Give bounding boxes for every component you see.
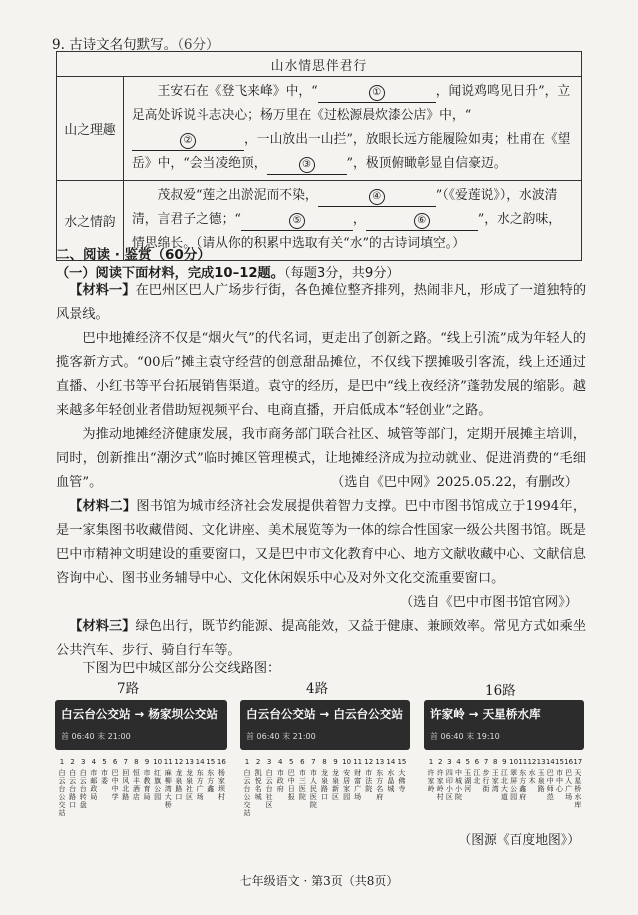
bus-stop-name: 市法院 — [365, 769, 373, 793]
material-2-source: （选自《巴中市图书馆官网》） — [399, 595, 578, 610]
bus-stop-name: 东方鑫府 — [519, 769, 527, 801]
bus-stop-name: 龙泉社区 — [186, 769, 193, 801]
bus-stop-name: 白云台社区 — [265, 769, 273, 809]
fill-blank[interactable]: ④ — [318, 188, 436, 207]
bus-stop-name: 回风北路 — [122, 769, 130, 801]
material-1-p2: 巴中地摊经济不仅是“烟火气”的代名词，更走出了创新之路。“线上引流”成为年轻人的揽客新方式。“00后”摊主袁守经营的创意甜品摊位，不仅线下摆摊吸引客流，线上还通过直播、小红书等平台拓展销售渠道。袁守的经历，是巴中“线上夜经济”蓬勃发展的缩影。越来越多年轻创业者借助短视频平台、电商直播，开启低成本“轻创业”之路。 — [56, 331, 586, 418]
row-content-water: 茂叔爱“莲之出淤泥而不染， ④ ”（《爱莲说》），水波清清，言君子之德；“ ⑤ ， ⑥ ”，水之韵味，情思绵长。（请从你的积累中选取有关“水”的古诗词填空。） — [124, 181, 582, 261]
route-label-7: 7路 — [117, 681, 140, 697]
bus-stop — [142, 758, 152, 801]
bus-stop-number: 12 — [527, 758, 537, 766]
bus-stop — [153, 758, 163, 801]
bus-stop-name: 市三医院 — [298, 769, 306, 801]
bus-stop-number: 10 — [153, 758, 163, 766]
bus-stop-name: 杨家坝村 — [217, 769, 225, 801]
material-3-intro: 下图为巴中城区部分公交线路图： — [82, 661, 281, 676]
bus-stop-name: 龙泉路口 — [320, 769, 328, 801]
bus-stop-number: 17 — [573, 758, 583, 766]
bus-stop-name: 市政府 — [276, 769, 284, 793]
bus-stop-number: 3 — [447, 758, 452, 766]
bus-stop — [364, 758, 374, 793]
bus-stop — [163, 758, 173, 809]
bus-stop — [195, 758, 205, 801]
bus-stop-number: 14 — [545, 758, 555, 766]
bus-stop-name: 白云台公交站 — [243, 769, 251, 817]
bus-stop-number: 14 — [195, 758, 205, 766]
material-3-tag: 【材料三】 — [69, 619, 136, 634]
bus-stop-number: 11 — [163, 758, 173, 766]
bus-stop — [89, 758, 99, 801]
row-content-mountain: 王安石在《登飞来峰》中，“ ① ，闻说鸡鸣见日升”，立足高处诉说斗志决心；杨万里在《过松源晨炊漆公店》中，“② ，一山放出一山拦”，放眼长远方能履险如夷；杜甫在《望岳》中，“会当凌绝顶， ③ ”，极顶俯瞰彰显自信豪迈。 — [124, 77, 582, 181]
material-1-p1: 【材料一】在巴州区巴人广场步行街，各色摊位整齐排列，热闹非凡，形成了一道独特的风景线。 — [56, 283, 587, 322]
page-footer: 七年级语文 · 第3页（共8页） — [239, 874, 399, 888]
bus-stop — [174, 758, 184, 801]
table-header: 山水情思伴君行 — [57, 52, 582, 77]
section-title: 二、阅读 · 鉴赏（60分） — [56, 247, 211, 263]
q9-number: 9. — [52, 37, 65, 53]
bus-stop-number: 11 — [353, 758, 363, 766]
bus-stop — [206, 758, 216, 793]
bus-stop-number: 7 — [123, 758, 128, 766]
bus-stop — [397, 758, 407, 793]
bus-stop-name: 巴中日报 — [287, 769, 295, 801]
bus-stop-number: 5 — [289, 758, 294, 766]
material-1-tag: 【材料一】 — [69, 283, 136, 298]
bus-stop-name: 东方名府 — [376, 769, 384, 801]
bus-stop-name: 东方鑫 — [207, 769, 215, 793]
bus-stop-number: 5 — [465, 758, 470, 766]
bus-stop-name: 中城小院 — [455, 769, 463, 801]
bus-stop-name: 凯悦名城 — [254, 769, 262, 801]
bus-stop-name: 市教育局 — [143, 769, 151, 801]
fill-blank[interactable]: ⑤ — [241, 212, 353, 231]
q9-title: 古诗文名句默写。 — [69, 37, 178, 53]
material-1-source: （选自《巴中网》2025.05.22，有删改） — [331, 475, 578, 490]
bus-stop-name: 市中心 — [555, 769, 563, 793]
bus-stop — [100, 758, 110, 785]
material-3: 【材料三】绿色出行，既节约能源、提高能效，又益于健康、兼顾效率。常见方式如乘坐公共汽车、步行、骑自行车等。 — [56, 619, 587, 658]
bus-stop-name: 许家岭村 — [436, 769, 444, 801]
bus-stop — [57, 758, 67, 817]
bus-stop-name: 玉泉路 — [537, 769, 545, 793]
bus-stop — [121, 758, 131, 801]
bus-stop-name: 江北大道 — [500, 769, 508, 801]
bus-stop-number: 4 — [456, 758, 461, 766]
bus-stop-number: 2 — [437, 758, 443, 766]
bus-stop-name: 江北 — [473, 769, 481, 785]
bus-stop-number: 9 — [502, 758, 507, 766]
bus-stop — [216, 758, 226, 801]
bus-stop-number: 15 — [555, 758, 564, 766]
bus-stop-name: 天星桥水库 — [574, 769, 582, 809]
bus-stop — [185, 758, 195, 801]
bus-stop — [375, 758, 385, 801]
bus-stop-name: 水木 — [528, 769, 536, 785]
material-2-tag: 【材料二】 — [69, 499, 137, 514]
bus-stop-number: 3 — [81, 758, 86, 766]
bus-stop-number: 13 — [375, 758, 385, 766]
bus-stop — [264, 758, 274, 809]
bus-stop-name: 王家湾 — [491, 769, 499, 793]
route-card-7 — [55, 700, 227, 750]
bus-stop-number: 6 — [474, 758, 480, 766]
route-card-16 — [424, 700, 584, 750]
bus-stop-number: 9 — [144, 758, 150, 766]
bus-stop-number: 8 — [322, 758, 327, 766]
bus-stop-number: 8 — [134, 758, 139, 766]
bus-stop — [319, 758, 329, 801]
route-16-times: 首 06:40 末 19:10 — [430, 732, 500, 741]
route-card-4 — [240, 700, 410, 750]
bus-stop-name: 巴人广场 — [565, 769, 573, 801]
bus-stop — [78, 758, 88, 809]
bus-stop-number: 4 — [277, 758, 283, 766]
bus-stop-number: 12 — [174, 758, 184, 766]
q9-score: （6分） — [177, 37, 220, 53]
bus-stop — [131, 758, 141, 801]
bus-stop-number: 16 — [564, 758, 574, 766]
bus-stop-name: 步行街 — [482, 769, 490, 793]
bus-stop-name: 红旗公园 — [154, 769, 162, 801]
bus-stop — [68, 758, 78, 809]
bus-stop-number: 4 — [91, 758, 97, 766]
bus-stop-number: 2 — [70, 758, 75, 766]
bus-stop — [342, 758, 352, 801]
bus-stop-name: 白云台转盘 — [79, 769, 87, 809]
bus-stop — [297, 758, 307, 801]
bus-stop-name: 巴中师范 — [546, 769, 554, 801]
bus-stop-name: 恒丰酒店 — [132, 769, 140, 801]
bus-stop — [110, 758, 120, 801]
fill-blank[interactable]: ③ — [267, 156, 347, 175]
bus-stop-number: 5 — [102, 758, 107, 766]
bus-stop-name: 市人民医院 — [309, 769, 317, 809]
bus-stop-number: 2 — [255, 758, 261, 766]
bus-stop-number: 6 — [112, 758, 118, 766]
bus-stop-number: 12 — [364, 758, 374, 766]
poem-table — [56, 51, 582, 261]
bus-stop-number: 1 — [244, 758, 250, 766]
bus-stop-number: 7 — [311, 758, 316, 766]
bus-stop — [286, 758, 296, 801]
bus-stop-name: 水晶城 — [387, 769, 395, 793]
bus-stop-name: 许家岭 — [427, 769, 435, 793]
bus-stop-number: 6 — [300, 758, 305, 766]
bus-stop-name: 安居家园 — [343, 769, 351, 801]
bus-stop-name: 财富广场 — [354, 769, 362, 801]
bus-stop-name: 玉湖河 — [464, 769, 472, 793]
bus-stop-number: 15 — [206, 758, 216, 766]
material-2: 【材料二】图书馆为城市经济社会发展提供着智力支撑。巴中市图书馆成立于1994年，是一家集图书收藏借阅、文化讲座、美术展览等为一体的综合性国家一级公共图书馆。既是巴中市精神文明建设的重要窗口，又是巴中市文化教育中心、地方文献收藏中心、文献信息咨询中心、图书业务辅导中心、文化休闲娱乐中心及对外文化交流重要窗口。 — [56, 499, 587, 586]
bus-stop-name: 大佛寺 — [398, 769, 406, 793]
bus-stop-number: 10 — [509, 758, 519, 766]
bus-stop-name: 白云台路口 — [69, 769, 77, 809]
subsection-title: （一）阅读下面材料，完成10–12题。（每题3分，共9分） — [56, 266, 400, 281]
row-name-mountain: 山之理趣 — [57, 77, 124, 181]
bus-stop-name: 巴中中学 — [111, 769, 119, 801]
bus-stop — [353, 758, 363, 801]
route-4-times: 首 06:40 末 21:00 — [246, 732, 316, 741]
bus-stop-number: 13 — [536, 758, 546, 766]
bus-stop-name: 龙泉新区 — [332, 769, 340, 801]
material-1-p3: 为推动地摊经济健康发展，我市商务部门联合社区、城管等部门，定期开展摊主培训，同时，创新推出“潮汐式”临时摊区管理模式，让地摊经济成为拉动就业、促进消费的“毛细血管”。 — [56, 427, 586, 490]
route-7-times: 首 06:40 末 21:00 — [61, 732, 131, 741]
fill-blank[interactable]: ① — [318, 84, 436, 103]
row-name-water: 水之情韵 — [57, 181, 124, 261]
fill-blank[interactable]: ⑥ — [366, 212, 478, 231]
bus-stop-number: 15 — [397, 758, 407, 766]
route-16-title: 许家岭 → 天星桥水库 — [430, 707, 541, 721]
bus-stop-number: 3 — [266, 758, 272, 766]
bus-stop-number: 1 — [59, 758, 65, 766]
bus-stop-number: 16 — [216, 758, 226, 766]
bus-stop — [253, 758, 263, 801]
bus-stop-name: 市邮政局 — [90, 769, 98, 801]
bus-stop-name: 市委 — [101, 769, 108, 785]
bus-stop-name: 龙泉路口 — [175, 769, 183, 801]
bus-stop-name: 麻柳湾大桥 — [164, 769, 172, 809]
image-credit: （图源《百度地图》） — [458, 833, 580, 848]
bus-stop-name: 四印小区 — [445, 769, 453, 801]
bus-stop-name: 白云台公交站 — [58, 769, 66, 817]
route-7-title: 白云台公交站 → 杨家坝公交站 — [61, 707, 218, 721]
bus-stop — [308, 758, 318, 809]
bus-stop — [275, 758, 285, 793]
bus-stop — [331, 758, 341, 801]
bus-stop-number: 9 — [333, 758, 338, 766]
fill-blank[interactable]: ② — [132, 132, 244, 151]
bus-stop-number: 8 — [493, 758, 498, 766]
bus-stop — [242, 758, 252, 817]
bus-stop-number: 7 — [483, 758, 489, 766]
bus-stop-number: 10 — [342, 758, 352, 766]
bus-stop-name: 东方广场 — [196, 769, 204, 801]
bus-stop-number: 14 — [386, 758, 396, 766]
bus-stop-name: 翠屏公园 — [510, 769, 518, 801]
bus-stop-number: 13 — [185, 758, 194, 766]
bus-stop-number: 1 — [428, 758, 434, 766]
bus-stop — [386, 758, 396, 793]
question-9 — [52, 33, 220, 53]
bus-stop-number: 11 — [518, 758, 528, 766]
bus-stop — [573, 758, 583, 809]
route-label-16: 16路 — [485, 683, 516, 699]
route-label-4: 4路 — [306, 681, 329, 697]
route-4-title: 白云台公交站 → 白云台公交站 — [246, 707, 403, 721]
